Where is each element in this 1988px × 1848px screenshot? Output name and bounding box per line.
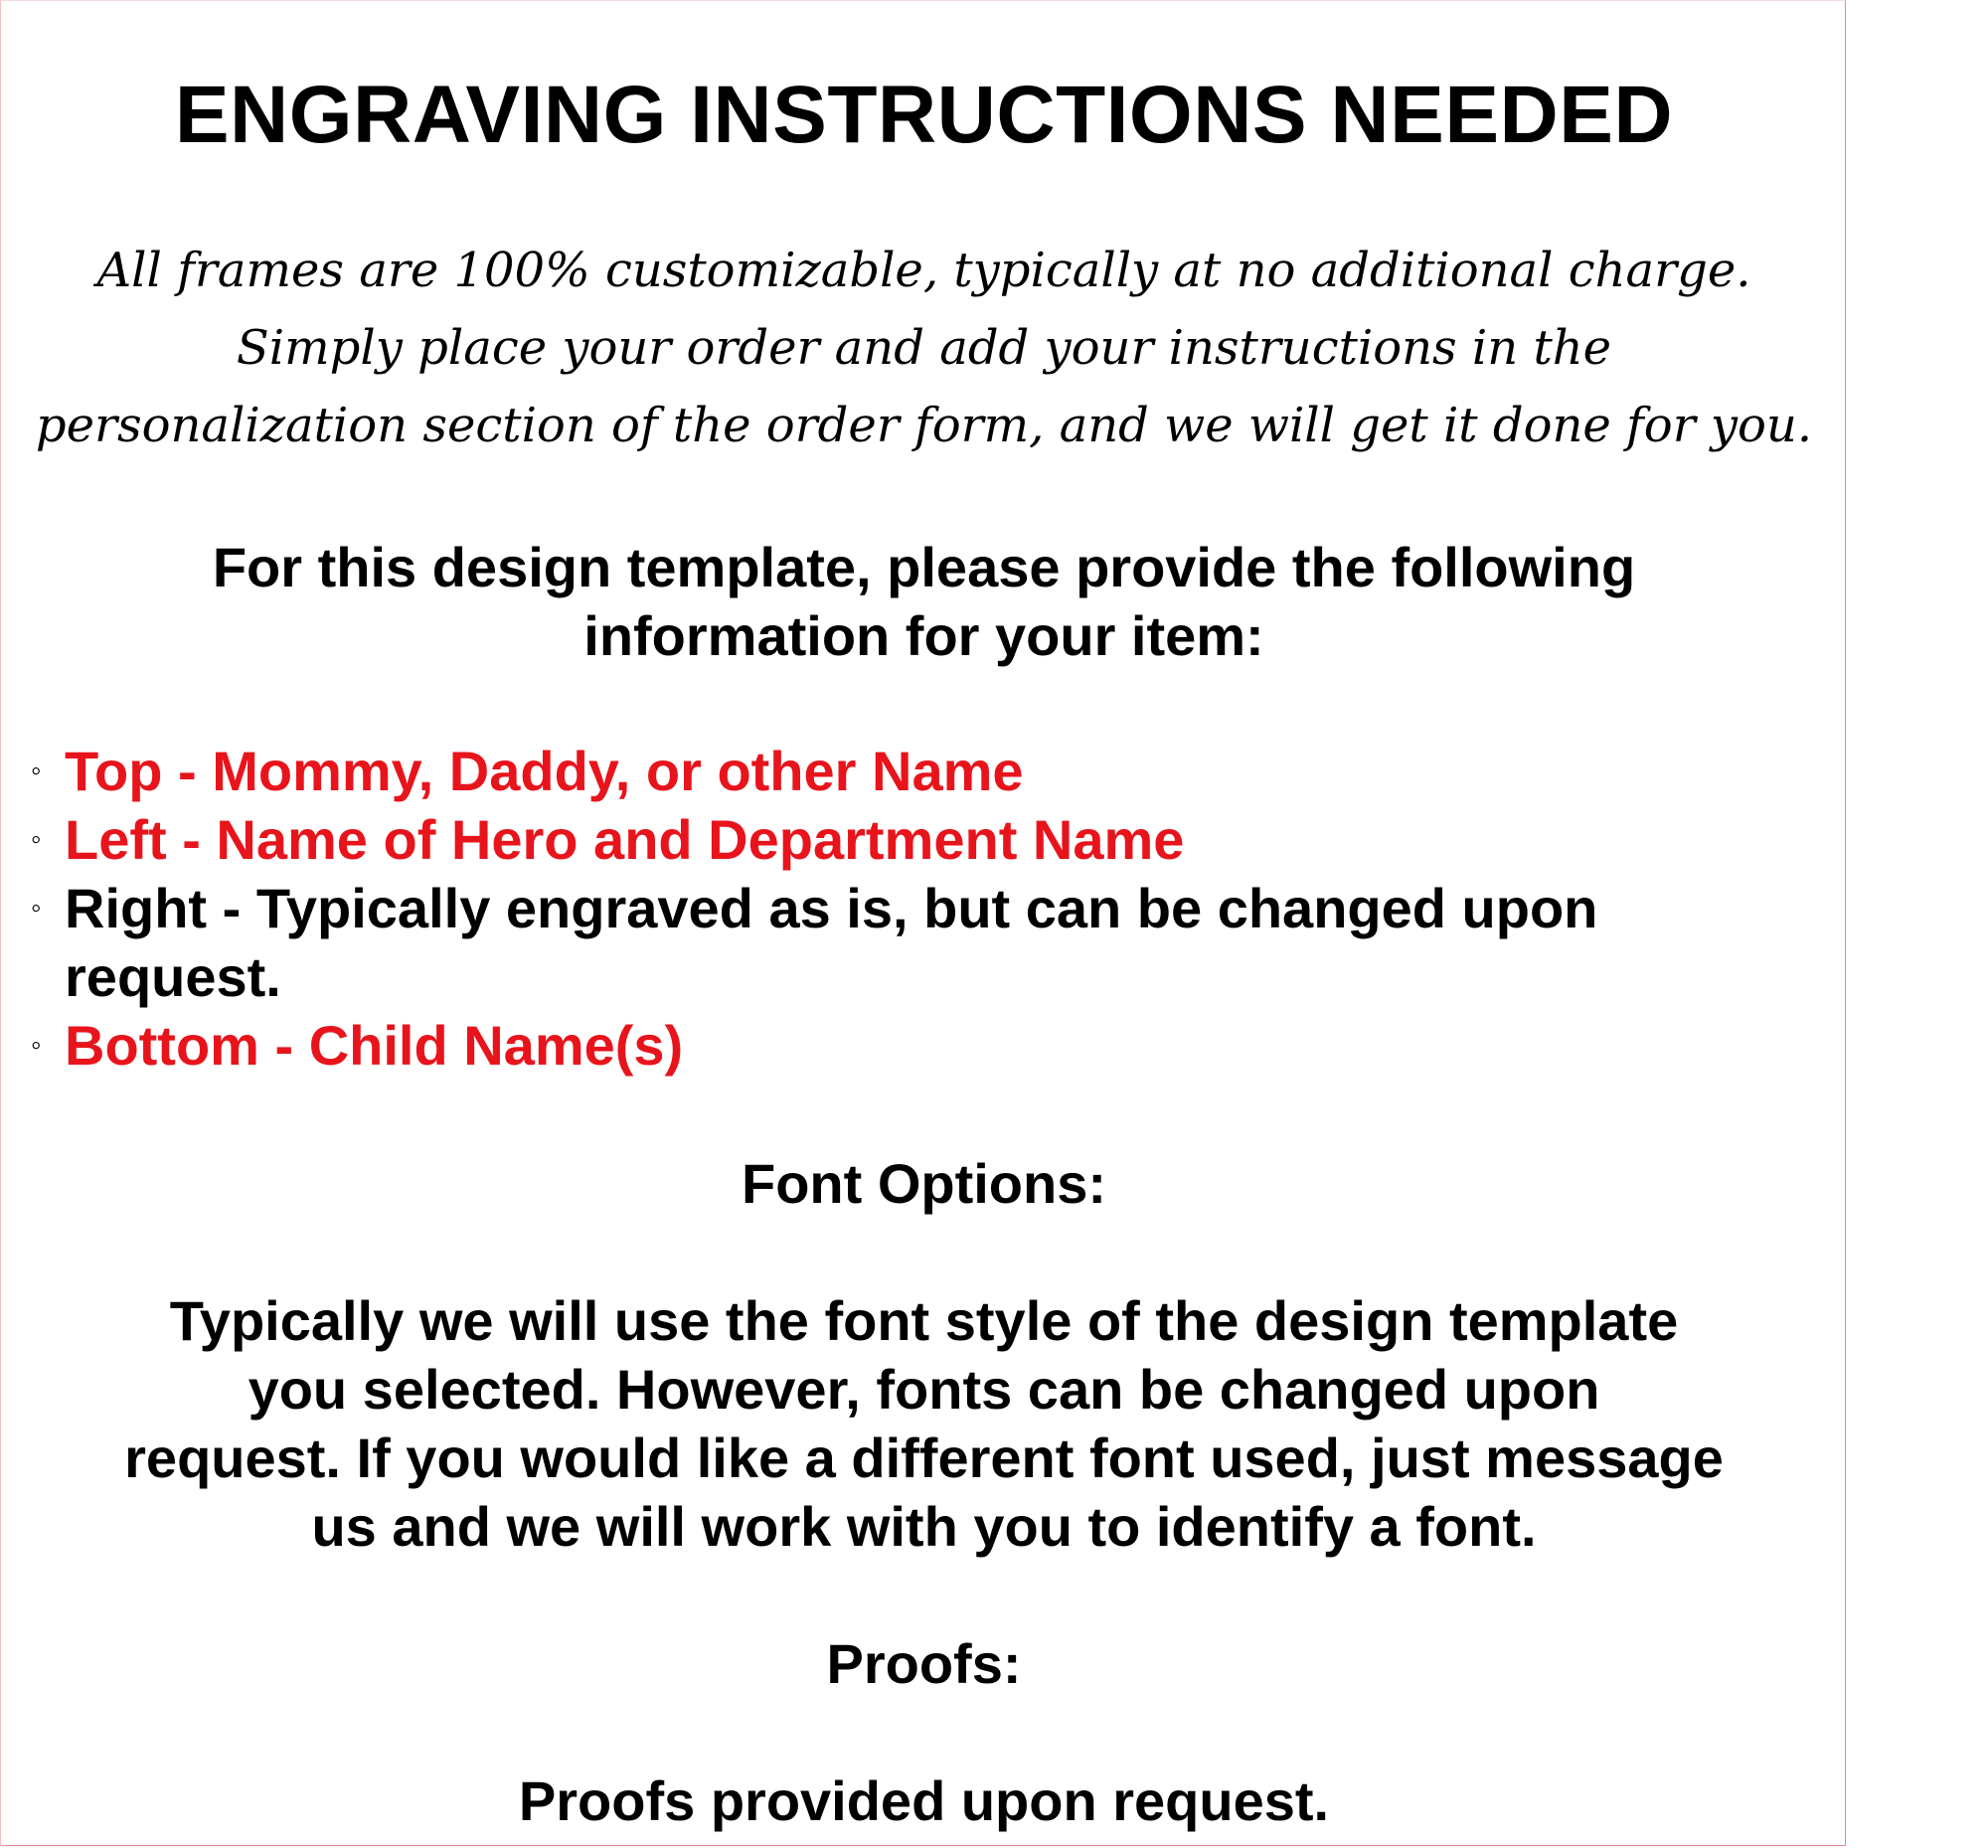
font-options-paragraph [1, 1286, 1846, 1561]
list-item-bottom [31, 1011, 1820, 1080]
list-item-text: Bottom - Child Name(s) [65, 1014, 684, 1077]
bullet-icon: ◦ [31, 892, 42, 924]
bullet-icon: ◦ [31, 1029, 42, 1062]
intro-line-2: Simply place your order and add your instructions in the [236, 320, 1612, 376]
bullet-icon: ◦ [31, 823, 42, 856]
list-item-left [31, 805, 1820, 874]
list-item-text: Right - Typically engraved as is, but can be changed upon [65, 877, 1598, 939]
list-item-right [31, 874, 1820, 1011]
font-line-4: us and we will work with you to identify a font. [311, 1495, 1537, 1558]
font-line-3: request. If you would like a different font used, just message [124, 1427, 1724, 1489]
page-title: ENGRAVING INSTRUCTIONS NEEDED [174, 70, 1674, 160]
request-line-2: information for your item: [583, 604, 1264, 667]
list-item-text: Top - Mommy, Daddy, or other Name [65, 740, 1024, 802]
list-item-continuation: request. [65, 945, 281, 1008]
intro-line-3: personalization section of the order form, and we will get it done for you. [35, 398, 1813, 453]
font-options-heading: Font Options: [741, 1152, 1106, 1215]
list-item-top [31, 737, 1820, 805]
intro-script-text [1, 232, 1846, 464]
request-line-1: For this design template, please provide the following [212, 536, 1636, 598]
list-item-text: Left - Name of Hero and Department Name [65, 808, 1185, 871]
font-line-2: you selected. However, fonts can be changed upon [248, 1358, 1600, 1421]
proofs-body: Proofs provided upon request. [518, 1769, 1330, 1832]
intro-line-1: All frames are 100% customizable, typically at no additional charge. [96, 243, 1751, 298]
font-line-1: Typically we will use the font style of the design template [169, 1289, 1679, 1352]
proofs-heading: Proofs: [826, 1632, 1022, 1695]
engraving-fields-list [31, 737, 1820, 1080]
bullet-icon: ◦ [31, 755, 42, 787]
request-paragraph [1, 533, 1846, 670]
